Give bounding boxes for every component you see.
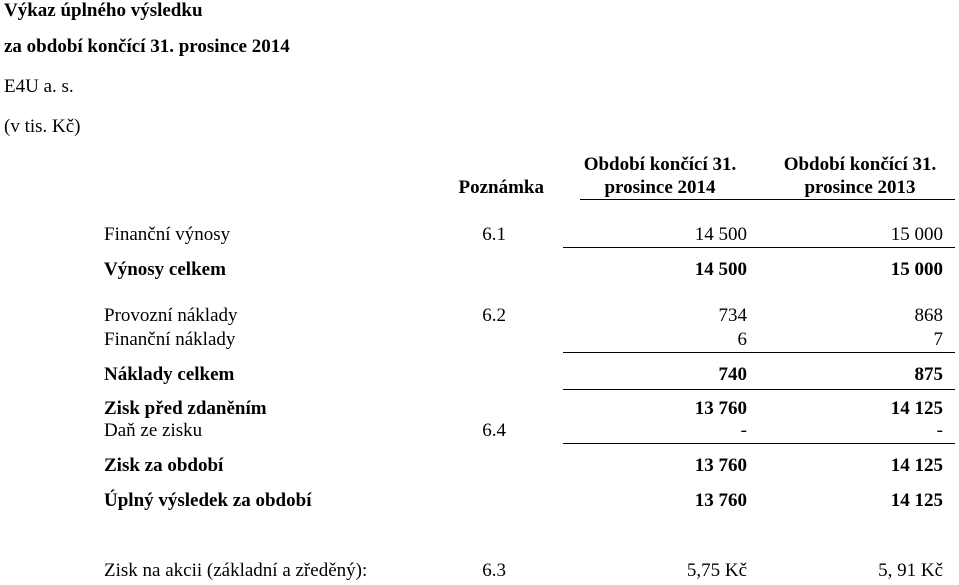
- report-period: za období končící 31. prosince 2014: [4, 36, 290, 57]
- row-current-value: 13 760: [694, 490, 747, 511]
- row-note: 6.4: [482, 420, 506, 441]
- report-title: Výkaz úplného výsledku: [4, 0, 203, 21]
- row-current-value: 13 760: [694, 455, 747, 476]
- row-label: Náklady celkem: [104, 364, 235, 385]
- row-current-value: 734: [718, 305, 747, 326]
- row-underline: [563, 352, 955, 353]
- row-current-value: 14 500: [694, 259, 747, 280]
- row-previous-value: -: [936, 420, 943, 441]
- row-label: Provozní náklady: [104, 305, 238, 326]
- row-label: Finanční výnosy: [104, 224, 231, 245]
- col-header-current-line2: prosince 2014: [604, 177, 716, 198]
- company-name: E4U a. s.: [4, 76, 74, 97]
- row-label: Zisk před zdaněním: [104, 398, 267, 419]
- row-label: Daň ze zisku: [104, 420, 203, 441]
- row-underline: [563, 443, 955, 444]
- row-current-value: 6: [737, 329, 747, 350]
- header-underline: [580, 199, 955, 200]
- col-header-previous-line2: prosince 2013: [804, 177, 916, 198]
- row-previous-value: 14 125: [890, 455, 943, 476]
- units-note: (v tis. Kč): [4, 116, 81, 137]
- col-header-previous-line1: Období končící 31.: [783, 154, 937, 175]
- row-note: 6.1: [482, 224, 506, 245]
- row-note: 6.2: [482, 305, 506, 326]
- row-previous-value: 7: [933, 329, 943, 350]
- row-previous-value: 15 000: [890, 224, 943, 245]
- row-previous-value: 14 125: [890, 398, 943, 419]
- row-label: Úplný výsledek za období: [104, 490, 312, 511]
- row-label: Finanční náklady: [104, 329, 236, 350]
- row-previous-value: 14 125: [890, 490, 943, 511]
- row-underline: [563, 247, 955, 248]
- row-previous-value: 875: [914, 364, 943, 385]
- row-current-value: 14 500: [694, 224, 747, 245]
- row-previous-value: 5, 91 Kč: [878, 560, 943, 581]
- row-current-value: 5,75 Kč: [686, 560, 747, 581]
- row-underline: [563, 389, 955, 390]
- col-header-note: Poznámka: [458, 177, 544, 198]
- col-header-current-line1: Období končící 31.: [583, 154, 737, 175]
- row-label: Výnosy celkem: [104, 259, 226, 280]
- row-previous-value: 15 000: [890, 259, 943, 280]
- row-previous-value: 868: [914, 305, 943, 326]
- row-current-value: -: [740, 420, 747, 441]
- row-note: 6.3: [482, 560, 506, 581]
- row-label: Zisk na akcii (základní a zředěný):: [104, 560, 368, 581]
- row-current-value: 13 760: [694, 398, 747, 419]
- row-label: Zisk za období: [104, 455, 224, 476]
- row-current-value: 740: [718, 364, 747, 385]
